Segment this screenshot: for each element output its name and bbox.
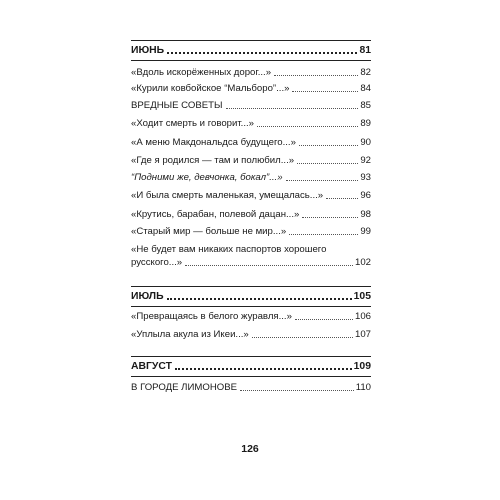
- toc-section-august[interactable]: [131, 360, 371, 373]
- dot-leader: [226, 108, 359, 109]
- dot-leader: [299, 145, 358, 146]
- section-title: ИЮЛЬ: [131, 291, 164, 302]
- entry-title: «И была смерть маленькая, умещалась...»: [131, 190, 324, 201]
- dot-leader: [252, 337, 353, 338]
- entry-title-line2: русского...»: [131, 257, 183, 268]
- toc-entry[interactable]: [131, 171, 371, 184]
- dot-leader: [175, 368, 352, 370]
- entry-title: «Курили ковбойское “Мальборо”...»: [131, 83, 290, 94]
- section-title: АВГУСТ: [131, 361, 172, 372]
- toc-entry[interactable]: [131, 208, 371, 221]
- dot-leader: [240, 390, 354, 391]
- entry-page: 84: [360, 83, 371, 94]
- entry-title: ВРЕДНЫЕ СОВЕТЫ: [131, 100, 223, 111]
- toc-entry[interactable]: [131, 225, 371, 238]
- entry-title: В ГОРОДЕ ЛИМОНОВЕ: [131, 382, 238, 393]
- dot-leader: [295, 319, 353, 320]
- toc-entry[interactable]: [131, 381, 371, 394]
- toc-entry[interactable]: [131, 310, 371, 323]
- section-rule-top: [131, 356, 371, 357]
- entry-title: “Подними же, девчонка, бокал”...»: [131, 172, 283, 183]
- entry-title-line1: «Не будет вам никаких паспортов хорошего: [131, 244, 327, 255]
- section-rule-bottom: [131, 60, 371, 61]
- entry-page: 90: [360, 137, 371, 148]
- entry-page: 107: [354, 329, 371, 340]
- entry-title: «Вдоль искорёженных дорог...»: [131, 67, 272, 78]
- dot-leader: [289, 234, 358, 235]
- section-rule-top: [131, 40, 371, 41]
- entry-title: «Ходит смерть и говорит...»: [131, 118, 255, 129]
- dot-leader: [185, 265, 353, 266]
- toc-section-july[interactable]: [131, 290, 371, 303]
- entry-page: 93: [360, 172, 371, 183]
- entry-title: «Старый мир — больше не мир...»: [131, 226, 287, 237]
- dot-leader: [302, 217, 358, 218]
- entry-page: 92: [360, 155, 371, 166]
- section-rule-bottom: [131, 306, 371, 307]
- entry-title-line2-row: [131, 256, 371, 269]
- section-page: 105: [353, 291, 371, 302]
- toc-entry[interactable]: [131, 82, 371, 95]
- section-page: 81: [359, 45, 371, 56]
- entry-page: 99: [360, 226, 371, 237]
- dot-leader: [326, 198, 358, 199]
- entry-page: 89: [360, 118, 371, 129]
- section-rule-bottom: [131, 376, 371, 377]
- toc-entry[interactable]: [131, 243, 371, 269]
- dot-leader: [292, 91, 358, 92]
- entry-title: «Превращаясь в белого журавля...»: [131, 311, 292, 322]
- section-rule-top: [131, 286, 371, 287]
- toc-section-june[interactable]: [131, 44, 371, 57]
- section-title: ИЮНЬ: [131, 45, 165, 56]
- entry-title: «А меню Макдональдса будущего...»: [131, 137, 296, 148]
- toc-entry[interactable]: [131, 117, 371, 130]
- entry-page: 110: [355, 382, 371, 393]
- dot-leader: [297, 163, 358, 164]
- toc-entry[interactable]: [131, 189, 371, 202]
- entry-title: «Крутись, барабан, полевой дацан...»: [131, 209, 300, 220]
- section-page: 109: [353, 361, 371, 372]
- entry-page: 102: [354, 257, 371, 268]
- dot-leader: [274, 75, 358, 76]
- dot-leader: [257, 126, 358, 127]
- dot-leader: [167, 298, 352, 300]
- toc-entry[interactable]: [131, 66, 371, 79]
- toc-entry[interactable]: [131, 136, 371, 149]
- entry-page: 82: [360, 67, 371, 78]
- toc-entry[interactable]: [131, 154, 371, 167]
- toc-entry[interactable]: [131, 99, 371, 112]
- entry-page: 98: [360, 209, 371, 220]
- page-number: 126: [241, 443, 259, 455]
- entry-title: «Уплыла акула из Икеи...»: [131, 329, 249, 340]
- dot-leader: [167, 52, 357, 54]
- dot-leader: [286, 180, 359, 181]
- entry-page: 96: [360, 190, 371, 201]
- entry-title: «Где я родился — там и полюбил...»: [131, 155, 295, 166]
- entry-page: 106: [354, 311, 371, 322]
- entry-page: 85: [360, 100, 371, 111]
- toc-entry[interactable]: [131, 328, 371, 341]
